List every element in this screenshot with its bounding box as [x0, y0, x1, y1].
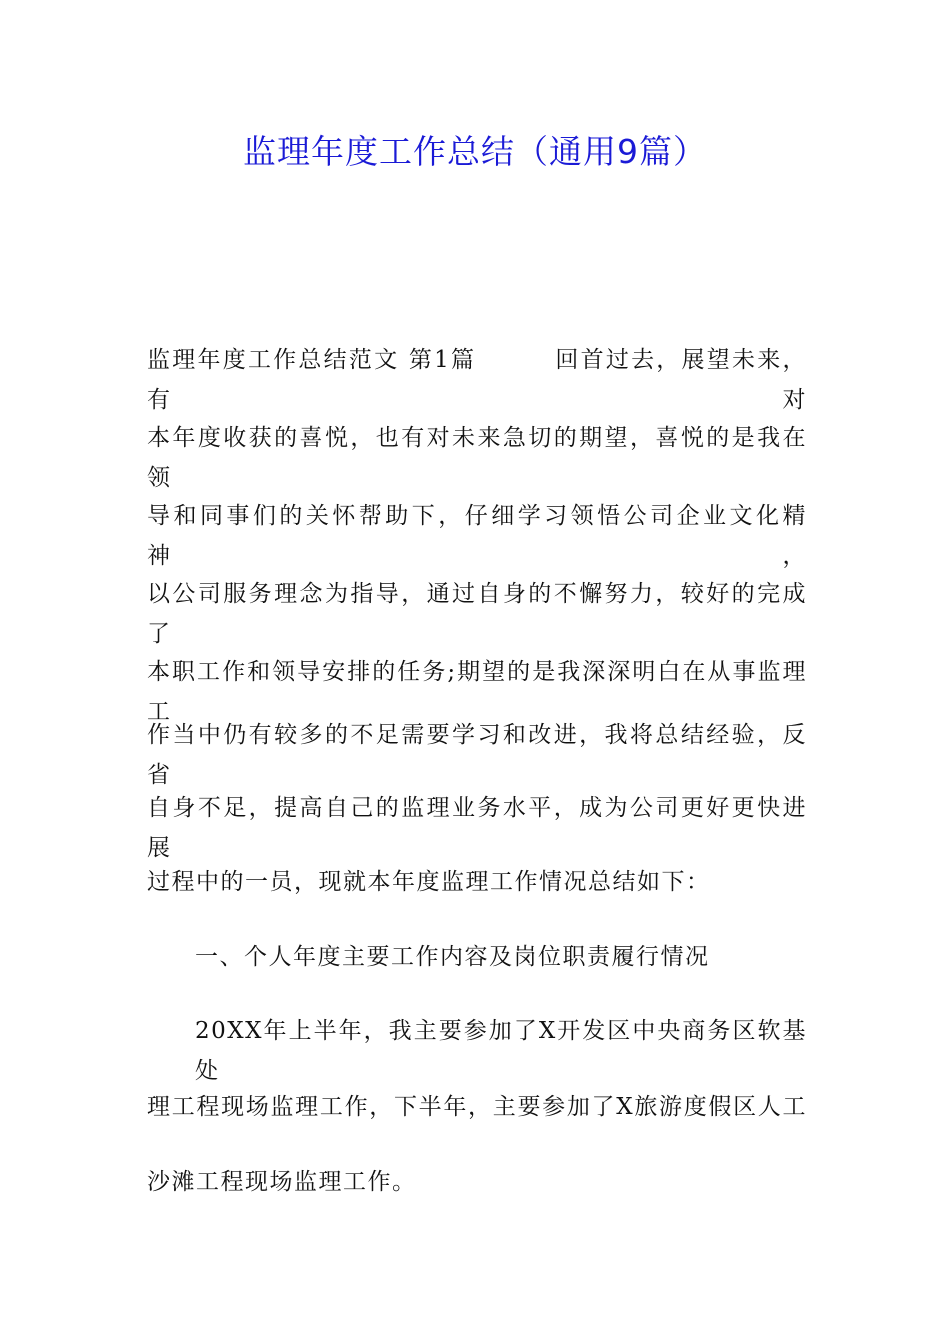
paragraph-line: 以公司服务理念为指导，通过自身的不懈努力，较好的完成了: [147, 581, 807, 647]
paragraph-line: 自身不足，提高自己的监理业务水平，成为公司更好更快进展: [147, 795, 807, 861]
paragraph-line: 本年度收获的喜悦，也有对未来急切的期望，喜悦的是我在领: [147, 425, 807, 491]
paragraph-line: 监理年度工作总结范文 第1篇 回首过去，展望未来，有对: [147, 347, 807, 413]
paragraph-line: 导和同事们的关怀帮助下，仔细学习领悟公司企业文化精神，: [147, 503, 807, 569]
paragraph-line: 作当中仍有较多的不足需要学习和改进，我将总结经验，反省: [147, 722, 807, 788]
paragraph-line: 理工程现场监理工作，下半年，主要参加了X旅游度假区人工: [147, 1094, 807, 1120]
document-title: 监理年度工作总结（通用9篇）: [243, 132, 707, 171]
paragraph-line: 本职工作和领导安排的任务;期望的是我深深明白在从事监理工: [147, 659, 807, 725]
paragraph-line: 沙滩工程现场监理工作。: [147, 1169, 417, 1195]
section-heading: 一、个人年度主要工作内容及岗位职责履行情况: [195, 944, 710, 970]
paragraph-line: 过程中的一员，现就本年度监理工作情况总结如下：: [147, 869, 711, 895]
paragraph-line: 20XX年上半年，我主要参加了X开发区中央商务区软基处: [195, 1018, 807, 1084]
